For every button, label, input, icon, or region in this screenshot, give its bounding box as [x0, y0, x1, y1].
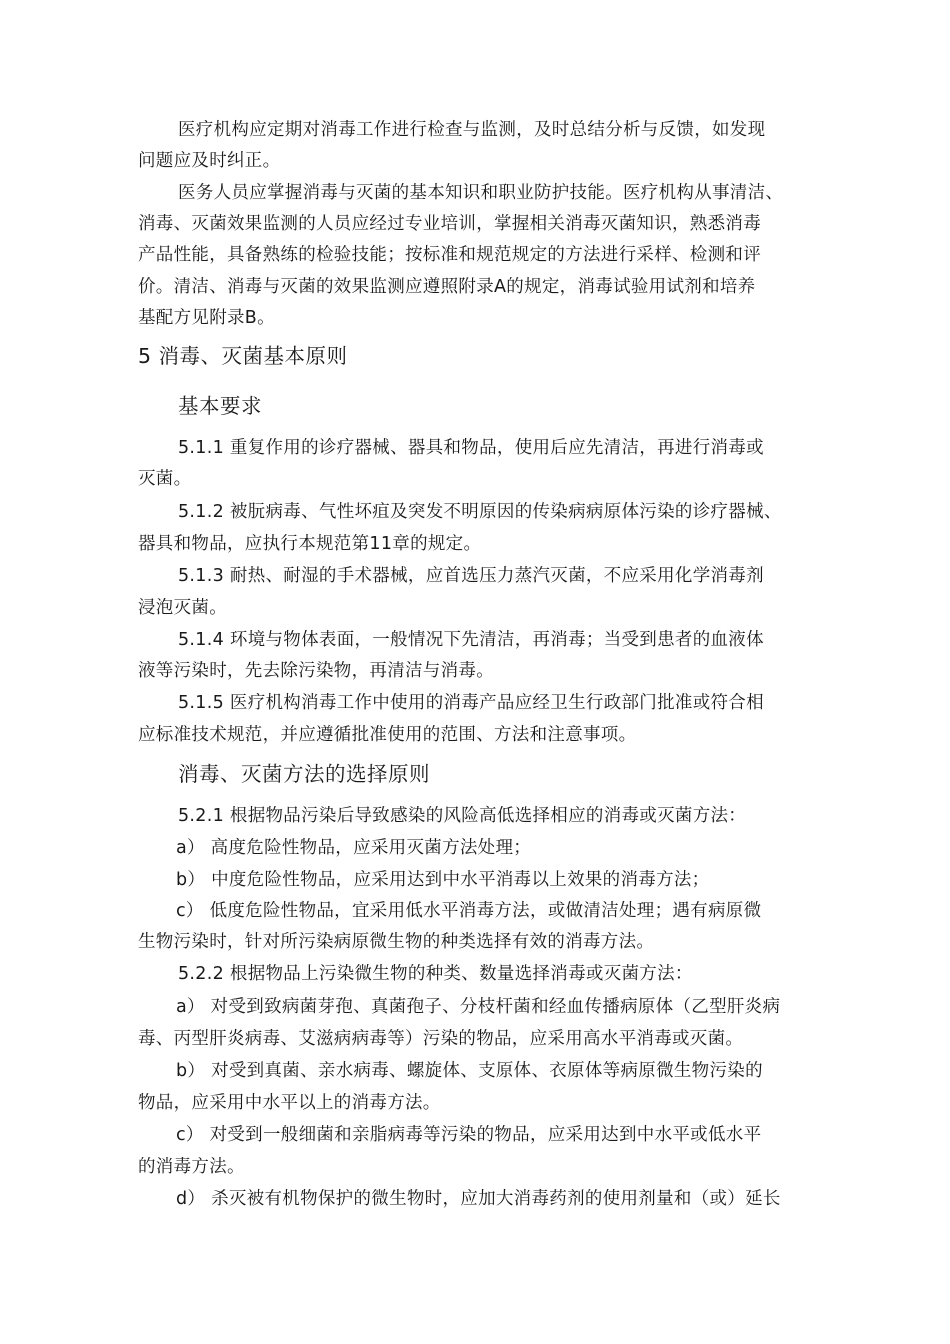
- clause-line: 5.1.4 环境与物体表面，一般情况下先清洁，再消毒；当受到患者的血液体: [178, 630, 764, 650]
- paragraph-line: 消毒、灭菌效果监测的人员应经过专业培训，掌握相关消毒灭菌知识，熟悉消毒: [138, 214, 761, 234]
- clause-line: 5.2.2 根据物品上污染微生物的种类、数量选择消毒或灭菌方法：: [178, 964, 693, 984]
- paragraph-line: 医务人员应掌握消毒与灭菌的基本知识和职业防护技能。医疗机构从事清洁、: [178, 183, 784, 203]
- list-item: d） 杀灭被有机物保护的微生物时，应加大消毒药剂的使用剂量和（或）延长: [176, 1189, 781, 1209]
- clause-line: 浸泡灭菌。: [138, 598, 227, 618]
- list-item: a） 高度危险性物品，应采用灭菌方法处理；: [176, 838, 532, 858]
- list-item: 毒、丙型肝炎病毒、艾滋病病毒等）污染的物品，应采用高水平消毒或灭菌。: [138, 1029, 744, 1049]
- paragraph-line: 问题应及时纠正。: [138, 151, 281, 171]
- clause-line: 5.2.1 根据物品污染后导致感染的风险高低选择相应的消毒或灭菌方法：: [178, 806, 747, 826]
- list-item: 生物污染时，针对所污染病原微生物的种类选择有效的消毒方法。: [138, 932, 655, 952]
- subsection-heading: 基本要求: [178, 394, 262, 418]
- subsection-heading: 消毒、灭菌方法的选择原则: [178, 762, 430, 786]
- list-item: b） 中度危险性物品，应采用达到中水平消毒以上效果的消毒方法；: [176, 870, 710, 890]
- section-heading: 5 消毒、灭菌基本原则: [138, 344, 348, 368]
- paragraph-line: 产品性能，具备熟练的检验技能；按标准和规范规定的方法进行采样、检测和评: [138, 245, 761, 265]
- paragraph-line: 基配方见附录B。: [138, 308, 275, 328]
- list-item: 的消毒方法。: [138, 1157, 245, 1177]
- list-item: a） 对受到致病菌芽孢、真菌孢子、分枝杆菌和经血传播病原体（乙型肝炎病: [176, 997, 781, 1017]
- clause-line: 灭菌。: [138, 469, 192, 489]
- list-item: b） 对受到真菌、亲水病毒、螺旋体、支原体、衣原体等病原微生物污染的: [176, 1061, 763, 1081]
- list-item: c） 对受到一般细菌和亲脂病毒等污染的物品，应采用达到中水平或低水平: [176, 1125, 762, 1145]
- clause-line: 5.1.1 重复作用的诊疗器械、器具和物品，使用后应先清洁，再进行消毒或: [178, 438, 764, 458]
- paragraph-line: 医疗机构应定期对消毒工作进行检查与监测，及时总结分析与反馈，如发现: [178, 120, 766, 140]
- clause-line: 液等污染时，先去除污染物，再清洁与消毒。: [138, 661, 494, 681]
- list-item: c） 低度危险性物品，宜采用低水平消毒方法，或做清洁处理；遇有病原微: [176, 901, 762, 921]
- clause-line: 5.1.3 耐热、耐湿的手术器械，应首选压力蒸汽灭菌，不应采用化学消毒剂: [178, 566, 764, 586]
- clause-line: 5.1.2 被朊病毒、气性坏疽及突发不明原因的传染病病原体污染的诊疗器械、: [178, 502, 782, 522]
- clause-line: 5.1.5 医疗机构消毒工作中使用的消毒产品应经卫生行政部门批准或符合相: [178, 693, 764, 713]
- clause-line: 器具和物品，应执行本规范第11章的规定。: [138, 534, 482, 554]
- list-item: 物品，应采用中水平以上的消毒方法。: [138, 1093, 441, 1113]
- clause-line: 应标准技术规范，并应遵循批准使用的范围、方法和注意事项。: [138, 725, 637, 745]
- paragraph-line: 价。清洁、消毒与灭菌的效果监测应遵照附录A的规定，消毒试验用试剂和培养: [138, 277, 756, 297]
